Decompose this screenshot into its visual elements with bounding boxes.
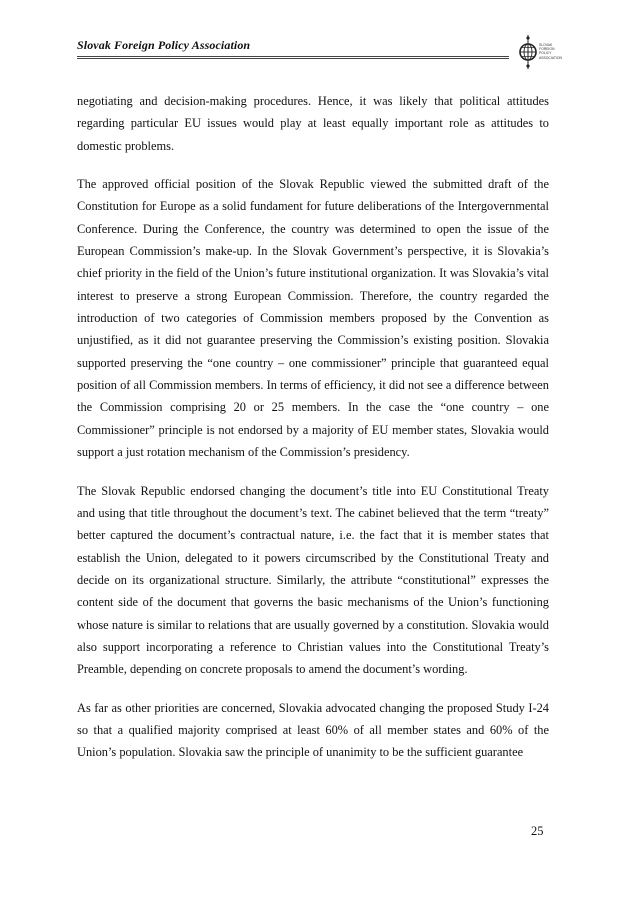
- page-header: [77, 34, 562, 74]
- header-divider-secondary: [77, 58, 509, 59]
- organization-name: Slovak Foreign Policy Association: [77, 38, 251, 52]
- paragraph: The approved official position of the Slovak Republic viewed the submitted draft of the Constitution for Europe as a solid fundament for future deliberations of the Intergovernmental Conference. During the Conference, the country was determined to open the issue of the European Commission’s make-up. In the Slovak Government’s perspective, it is Slovakia’s chief priority in the field of the Union’s future institutional organization. It was Slovakia’s vital interest to preserve a strong European Commission. Therefore, the country regarded the introduction of two categories of Commission members proposed by the Convention as unjustified, as it did not guarantee preserving the Commission’s existing position. Slovakia supported preserving the “one country – one commissioner” principle that guaranteed equal position of all Commission members. In terms of efficiency, it did not see a difference between the Commission comprising 20 or 25 members. In the case the “one country – one Commissioner” principle is not endorsed by a majority of EU member states, Slovakia would support a just rotation mechanism of the Commission’s presidency.: [77, 177, 549, 460]
- paragraph: As far as other priorities are concerned, Slovakia advocated changing the proposed Study I-24 so that a qualified majority comprised at least 60% of all member states and 60% of the Union’s population. Slovakia saw the principle of unanimity to be the sufficient guarantee: [77, 700, 549, 760]
- header-divider: [77, 56, 509, 57]
- page-number: 25: [531, 824, 544, 838]
- globe-logo-icon: [517, 34, 562, 70]
- paragraph: The Slovak Republic endorsed changing the document’s title into EU Constitutional Treaty and using that title throughout the document’s text. The cabinet believed that the term “treaty” better captured the document’s contractual nature, i.e. the fact that it is member states that establish the Union, delegated to it powers circumscribed by the Constitutional Treaty and decide on its organizational structure. Similarly, the attribute “constitutional” expresses the content side of the document that governs the basic mechanisms of the Union’s functioning whose nature is similar to relations that are usually governed by a constitution. Slovakia would also support incorporating a reference to Christian values into the Constitutional Treaty’s Preamble, depending on concrete proposals to amend the document’s wording.: [77, 483, 549, 677]
- logo-caption: SLOVAK FOREIGN POLICY ASSOCIATION: [539, 43, 562, 60]
- paragraph: negotiating and decision-making procedures. Hence, it was likely that political attitudes regarding particular EU issues would play at least equally important role as attitudes to domestic problems.: [77, 94, 549, 153]
- document-body: [77, 90, 549, 780]
- globe-logo-graphic: [517, 34, 539, 70]
